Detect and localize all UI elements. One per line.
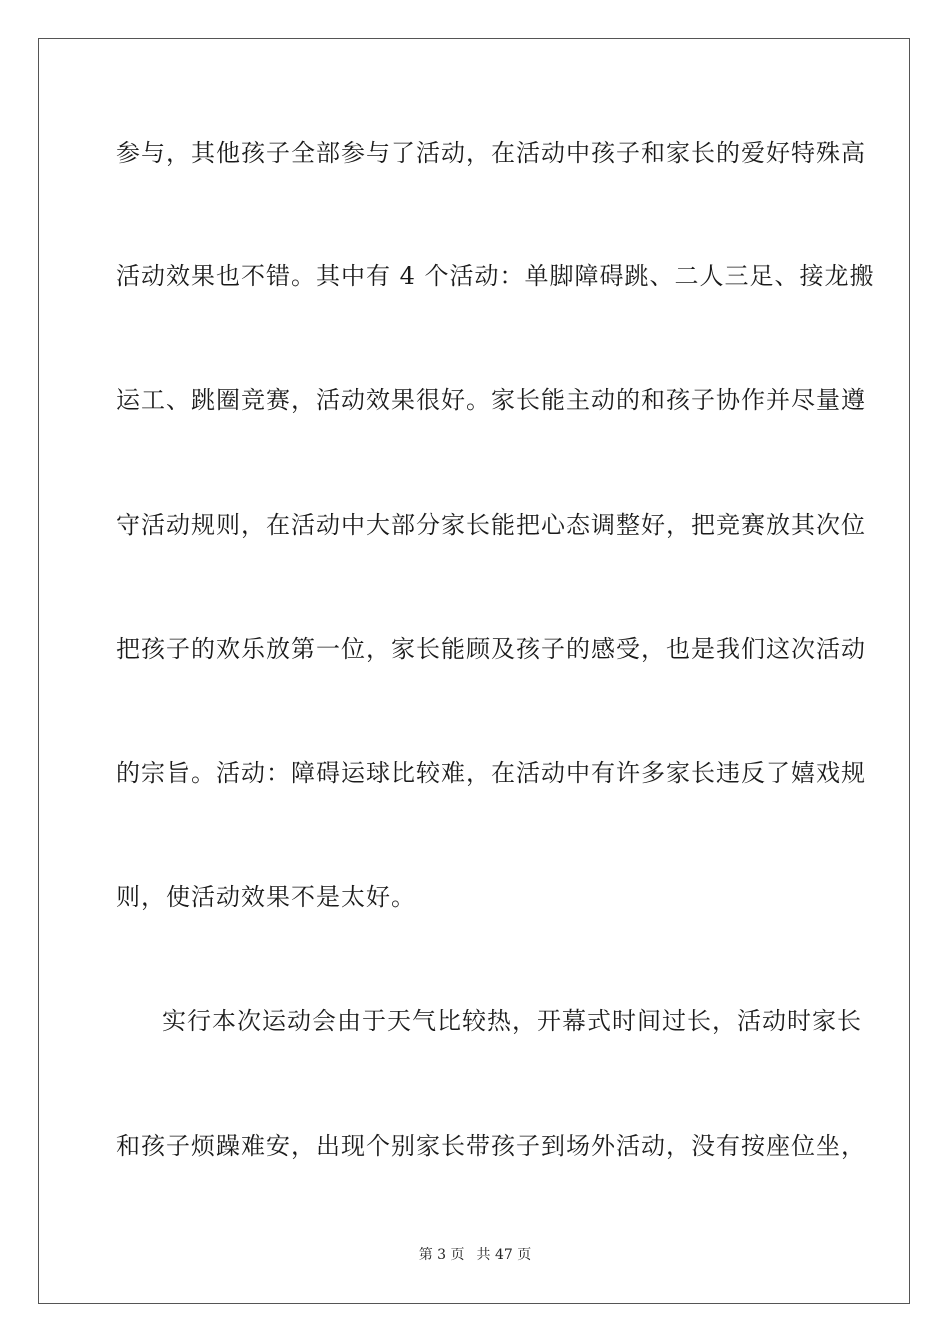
body-text-line-4: 守活动规则，在活动中大部分家长能把心态调整好，把竞赛放其次位 [116,511,866,539]
body-text-line-3: 运工、跳圈竞赛，活动效果很好。家长能主动的和孩子协作并尽量遵 [116,386,866,414]
body-text-line-1: 参与，其他孩子全部参与了活动，在活动中孩子和家长的爱好特殊高 [116,139,866,167]
body-text-line-2: 活动效果也不错。其中有 4 个活动：单脚障碍跳、二人三足、接龙搬 [116,262,875,290]
body-text-line-7: 则，使活动效果不是太好。 [116,883,416,911]
body-text-line-8: 实行本次运动会由于天气比较热，开幕式时间过长，活动时家长 [162,1007,862,1035]
body-text-line-6: 的宗旨。活动：障碍运球比较难，在活动中有许多家长违反了嬉戏规 [116,759,866,787]
page-total: 共 47 页 [476,1247,532,1263]
page-border [38,38,910,1304]
page-number: 第 3 页 [418,1247,465,1263]
body-text-line-5: 把孩子的欢乐放第一位，家长能顾及孩子的感受，也是我们这次活动 [116,635,866,663]
body-text-line-9: 和孩子烦躁难安，出现个别家长带孩子到场外活动，没有按座位坐， [116,1132,866,1160]
page-footer [0,1246,950,1264]
